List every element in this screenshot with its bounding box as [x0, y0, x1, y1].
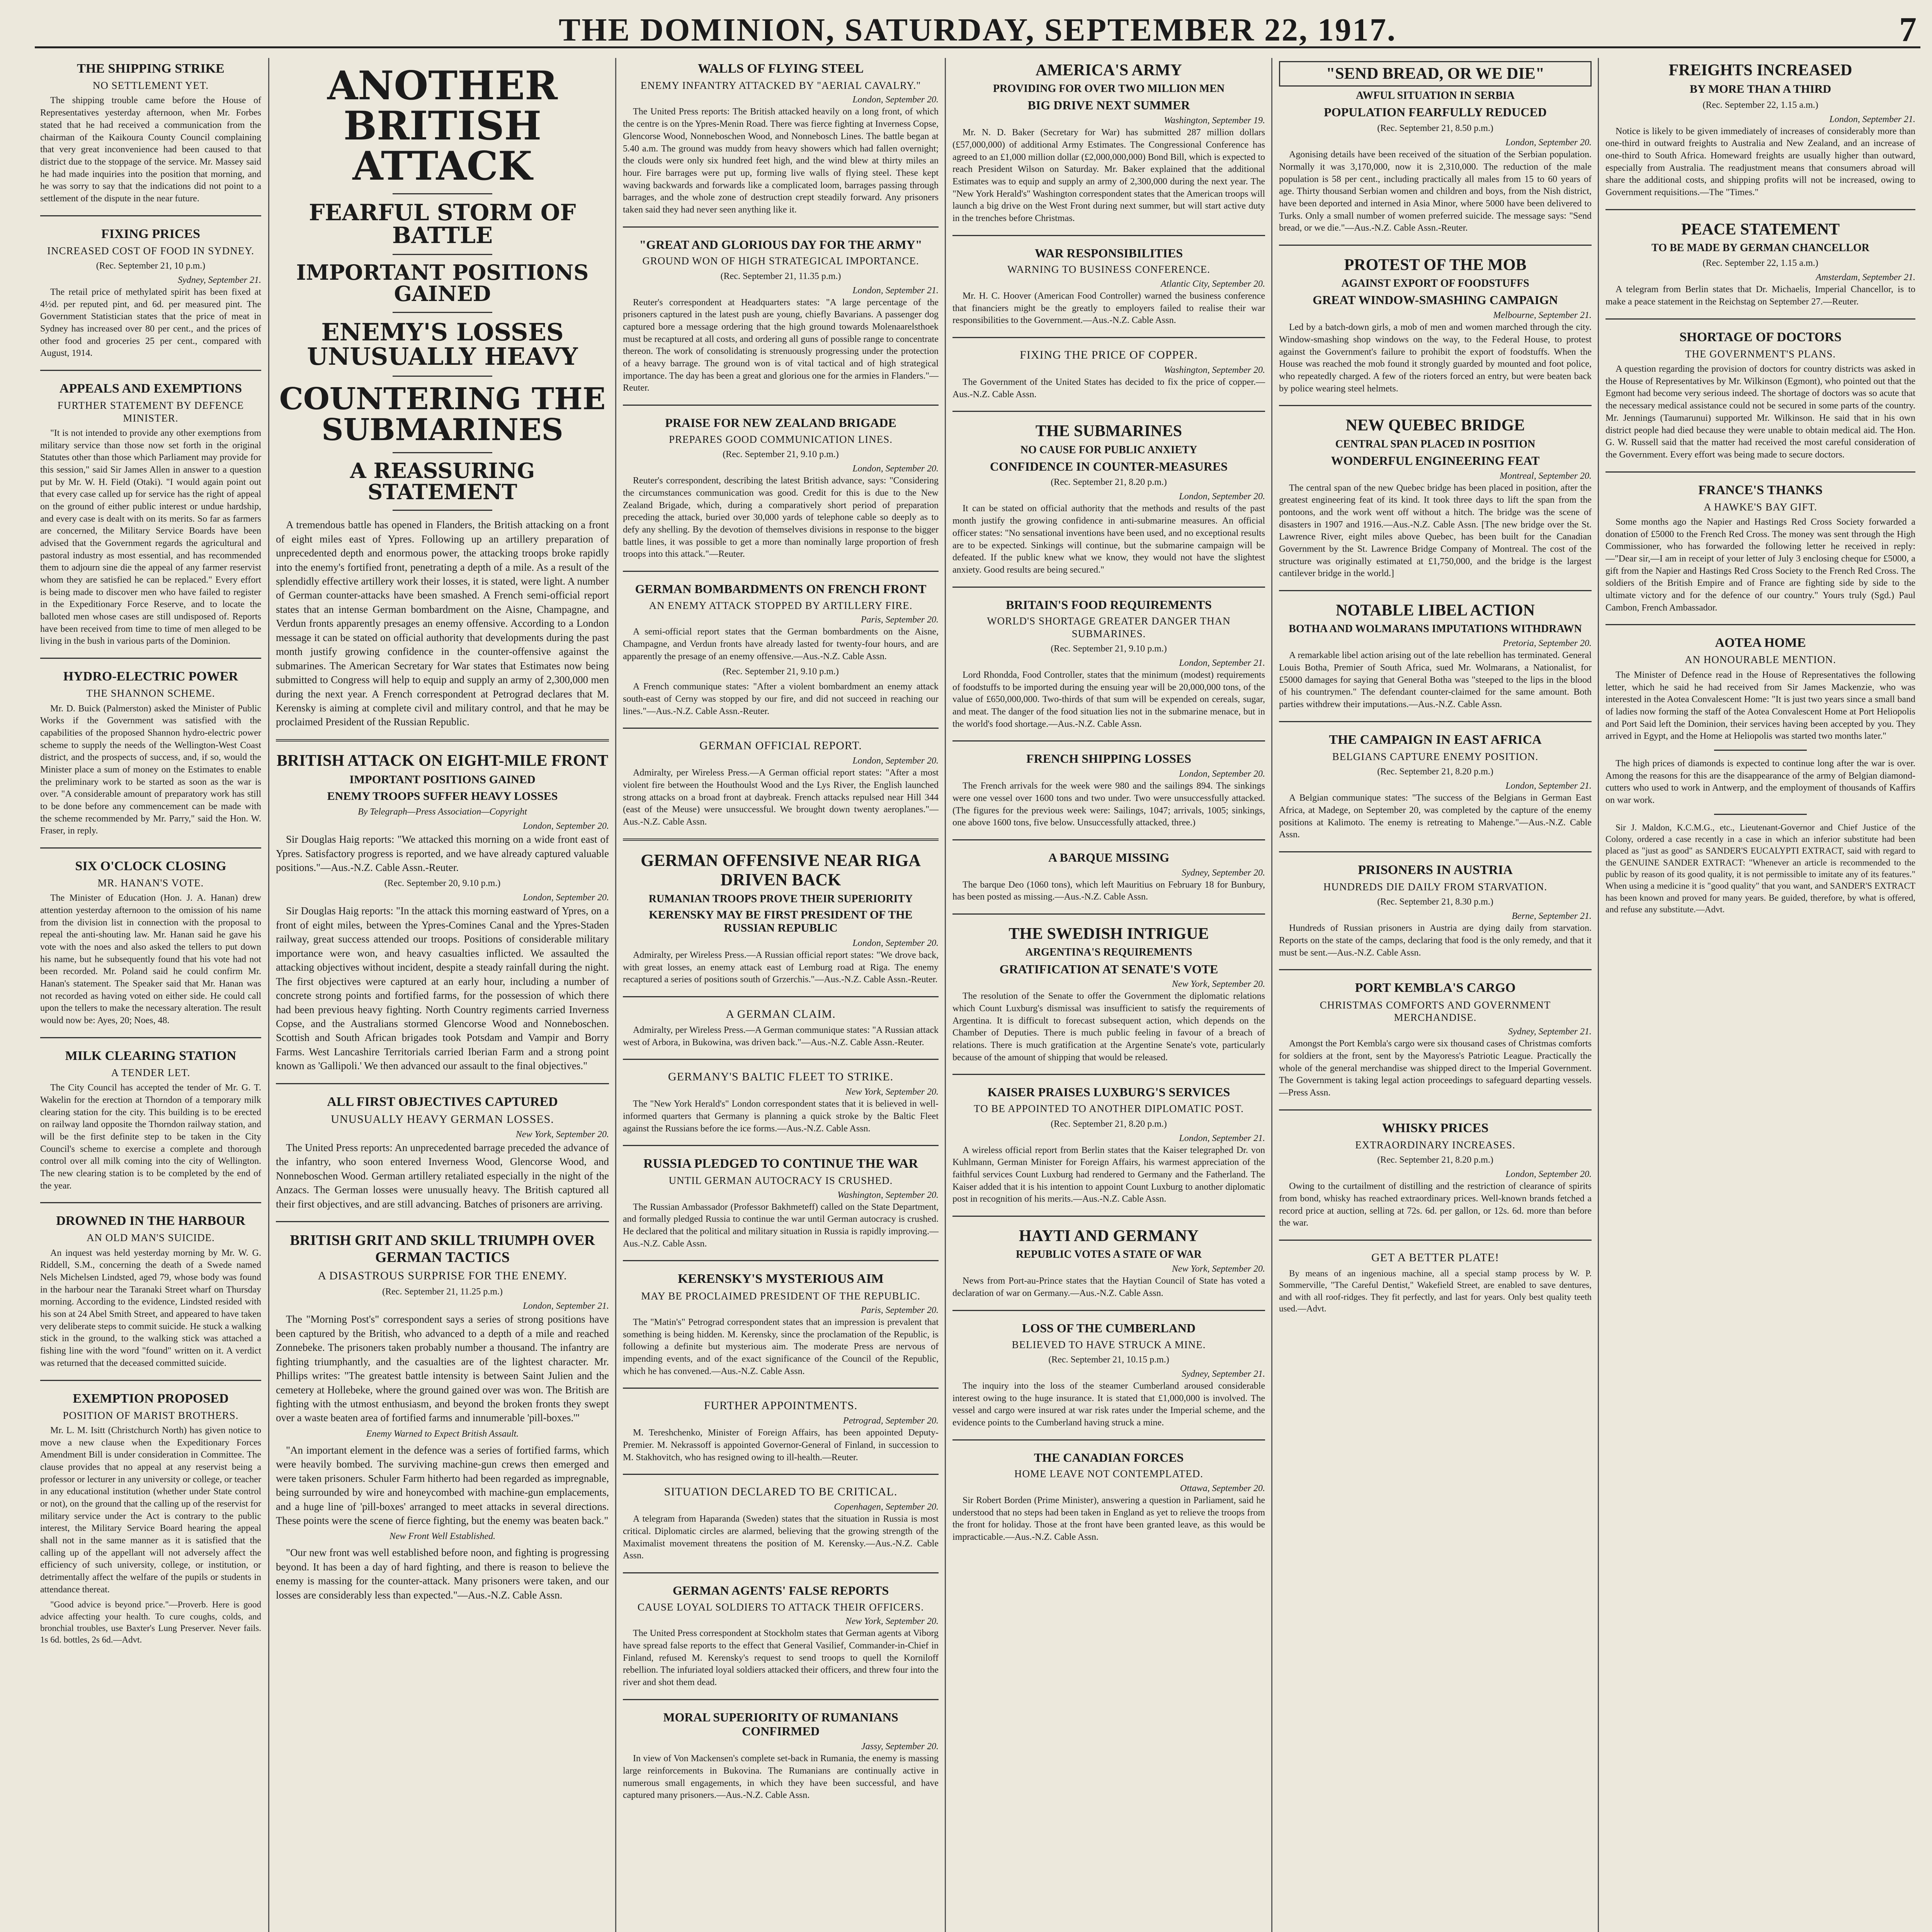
- place-line: London, September 20.: [1505, 138, 1592, 148]
- place-line: Sydney, September 21.: [1508, 1027, 1592, 1037]
- place-line: Jassy, September 20.: [861, 1742, 939, 1752]
- divider: [1279, 245, 1592, 246]
- article-text: The central span of the new Quebec bridge has been placed in position, after the greatest engineering feat of its kind. It took three days to lift the span from the pontoons, and the work went off without a hitch. The bridge was the scene of disasters in 1907 and 1916.—Aus.-N.Z. Cable Assn. [The new bridge over the St. Lawrence River, eight miles above Quebec, has been built for the Canadian Government by the St. Lawrence Bridge Company of Montreal. The cost of the structure was originally estimated at £1,750,000, and the bridge is the largest cantilever bridge in the world.]: [1279, 483, 1592, 579]
- place-line: Pretoria, September 20.: [1503, 638, 1592, 649]
- masthead: [35, 10, 1920, 48]
- divider: [623, 1474, 939, 1475]
- headline: "SEND BREAD, OR WE DIE": [1279, 61, 1592, 87]
- place-line: Copenhagen, September 20.: [834, 1502, 939, 1512]
- column-rule: [1598, 58, 1599, 1932]
- place-line: Amsterdam, September 21.: [1816, 272, 1915, 283]
- article-text: The "Morning Post's" correspondent says a series of strong positions have been captured by the British, who advanced to a depth of a mile and reached Zonnebeke. The prisoners taken probably number a thousand. The infantry are fighting triumphantly, and the casualties are of the lightest character. Mr. Phillips writes: "The greatest battle intensity is between Saint Julien and the cemetery at Hollebeke, where the ground gained over was won. The British are fighting with the utmost enthusiasm, and beyond the broken fronts they swept over a waste beaten area of fortified farms and innumerable 'pill-boxes.'": [276, 1313, 609, 1424]
- subheadline: BELGIANS CAPTURE ENEMY POSITION.: [1332, 750, 1539, 762]
- divider: [40, 847, 261, 849]
- headline: THE SUBMARINES: [1035, 422, 1182, 440]
- divider: [952, 235, 1265, 236]
- subheadline: WARNING TO BUSINESS CONFERENCE.: [1007, 264, 1211, 276]
- subheadline: HUNDREDS DIE DAILY FROM STARVATION.: [1323, 881, 1548, 893]
- dateline: (Rec. September 21, 8.20 p.m.): [1051, 1119, 1167, 1129]
- divider: [40, 215, 261, 216]
- article-text: Sir Robert Borden (Prime Minister), answering a question in Parliament, said he understood that no steps had been taken in England as yet to relieve the troops from the front for holiday. Those at the front have been granted leave, as this would be impracticable.—Aus.-N.Z. Cable Assn.: [952, 1495, 1265, 1542]
- place-line: London, September 20.: [852, 756, 939, 766]
- place-line: London, September 20.: [1505, 1169, 1592, 1180]
- dateline: (Rec. September 21, 9.10 p.m.): [723, 449, 839, 460]
- article-text: Sir Douglas Haig reports: "In the attack this morning eastward of Ypres, on a front of eight miles, between the Ypres-Comines Canal and the Ypres-Staden railway, great success attended our troops. Positions of considerable military importance were won, and heavy casualties inflicted. We assaulted the attacking objectives without incident, despite a steady rainfall during the night. The first objectives were captured at an early hour, including a number of concrete strong points and fortified farms, for the possession of which there had been previous heavy fighting. North Country regiments carried Inverness Copse, and the Australians stormed Glencorse Wood and Nonneboschen. Scottish and South African brigades took Potsdam and Vampir and Borry Farms. West Lancashire Territorials carried Iberian Farm and a strong point known as 'Gallipoli.' We then advanced our assault to the final objectives.": [276, 905, 609, 1072]
- place-line: New York, September 20.: [1172, 1264, 1265, 1274]
- article-text: The Minister of Defence read in the House of Representatives the following letter, which he said he had received from Sir James Mackenzie, who was interested in the Aotea Convalescent Home: "It is just two years since a small band of ladies now forming the staff of the Aotea Convalescent Home at Port Heliopolis and Port Said left the Dominion, their services having been accepted by you. They arrived in Egypt, and the Home at Heliopolis was started two months later.": [1605, 670, 1915, 742]
- headline: BRITAIN'S FOOD REQUIREMENTS: [1006, 597, 1212, 612]
- divider: [623, 1145, 939, 1146]
- divider: [393, 312, 493, 313]
- subheadline: AN OLD MAN'S SUICIDE.: [87, 1232, 215, 1244]
- subheadline: BIG DRIVE NEXT SUMMER: [1027, 98, 1190, 112]
- place-line: New York, September 20.: [515, 1129, 609, 1139]
- subheadline: POPULATION FEARFULLY REDUCED: [1324, 105, 1547, 119]
- headline: AMERICA'S ARMY: [1035, 61, 1182, 79]
- subheadline: UNUSUALLY HEAVY GERMAN LOSSES.: [331, 1112, 554, 1126]
- column-2-lead-story: [270, 58, 614, 1932]
- place-line: Washington, September 20.: [1164, 365, 1265, 375]
- article-text: The City Council has accepted the tender of Mr. G. T. Wakelin for the erection at Thorndon of a temporary milk clearing station for the city. This building is to be erected on railway land opposite the Thorndon railway station, and will be the first definite step to be taken in the City Council's scheme to exercise a complete and thorough control over all milk coming into the city of Wellington. The new clearing station is to be completed by the end of the year.: [40, 1083, 261, 1191]
- article-text: The United Press reports: The British attacked heavily on a long front, of which the centre is on the Ypres-Menin Road. There was fierce fighting at Inverness Copse, Glencorse Wood, Nonneboschen Wood, and Nonnebosch Lines. The battle began at 5.40 a.m. The ground was muddy from heavy showers which had fallen overnight; the clouds were only six hundred feet high, and the wind blew at thirty miles an hour. Fire barrages were put up, forming live walls of flying steel. These kept waving backwards and forwards like a complicated loom, barrages passing through barrages, and the whole zone of destruction crept steadily forward. Any prisoners taken said they had never seen anything like it.: [623, 107, 939, 215]
- headline: NEW QUEBEC BRIDGE: [1345, 417, 1525, 435]
- headline: SIX O'CLOCK CLOSING: [75, 859, 226, 873]
- divider: [1279, 1109, 1592, 1111]
- divider: [40, 370, 261, 371]
- subheadline: KERENSKY MAY BE FIRST PRESIDENT OF THE RUSSIAN REPUBLIC: [649, 908, 913, 935]
- subheadline: REPUBLIC VOTES A STATE OF WAR: [1015, 1248, 1202, 1261]
- headline: EXEMPTION PROPOSED: [73, 1391, 229, 1406]
- advertisement: By means of an ingenious machine, all a special stamp process by W. P. Sommerville, "The Careful Dentist," Wakefield Street, are enabled to save dentures, and with all roof-ridges. They fit perfectly, and last for years. Only best quality teeth used.—Advt.: [1279, 1268, 1592, 1313]
- subheadline: WORLD'S SHORTAGE GREATER DANGER THAN SUBMARINES.: [987, 615, 1231, 639]
- article-text: The United Press reports: An unprecedented barrage preceded the advance of the infantry, who soon entered Inverness Wood, Glencorse Wood, and Nonneboschen Wood. German artillery retaliated especially in the night of the Anzacs. The German losses were unusually heavy. The British captured all their first objectives, and are still advancing. Batches of prisoners are arriving.: [276, 1141, 609, 1210]
- headline: ALL FIRST OBJECTIVES CAPTURED: [327, 1094, 558, 1109]
- place-line: London, September 20.: [523, 821, 609, 832]
- place-line: Sydney, September 21.: [1182, 1369, 1265, 1379]
- article-text: Hundreds of Russian prisoners in Austria are dying daily from starvation. Reports on the state of the camps, declaring that food is the only remedy, and that it must be sent.—Aus.-N.Z. Cable Assn.: [1279, 923, 1592, 958]
- article-text: Admiralty, per Wireless Press.—A German official report states: "After a most violent fire between the Houthoulst Wood and the Lys River, the English launched strong attacks on a broad front at daybreak. French attacks repulsed near Hill 344 (east of the Meuse) were unsuccessful. We brought down twenty aeroplanes."—Aus.-N.Z. Cable Assn.: [623, 768, 939, 827]
- advertisement-headline: GET A BETTER PLATE!: [1371, 1251, 1499, 1264]
- headline: ENEMY'S LOSSES UNUSUALLY HEAVY: [307, 318, 578, 371]
- article-text: The French arrivals for the week were 980 and the sailings 894. The sinkings were one vessel over 1600 tons and two under. Two were unsuccessfully attacked. (The figures for the previous week were: Sailings, 1047; arrivals, 1005; sinkings, one above 1600 tons, five below. Unsuccessfully attacked, three.): [952, 781, 1265, 828]
- dateline: (Rec. September 21, 10 p.m.): [96, 261, 206, 271]
- article-text: Owing to the curtailment of distilling and the restriction of clearance of spirits from bond, whisky has reached extraordinary prices. Well-known brands fetched a record price at auction, selling at 72s. 6d. per gallon, or 12s. 6d. more than before the war.: [1279, 1181, 1592, 1228]
- divider: [276, 739, 609, 742]
- divider: [952, 740, 1265, 742]
- headline: LOSS OF THE CUMBERLAND: [1022, 1321, 1196, 1335]
- divider: [952, 839, 1265, 840]
- divider: [393, 376, 493, 377]
- article-text: The high prices of diamonds is expected to continue long after the war is over. Among the reasons for this are the disappearance of the army of Belgian diamond-cutters who used to work in Antwerp, and the employment of thousands of Kaffirs on war work.: [1605, 758, 1915, 805]
- divider: [623, 226, 939, 228]
- article-text: It can be stated on official authority that the methods and results of the past month justify the growing confidence in anti-submarine measures. An official officer states: "No sensational inventions have been used, and no exceptional results are to be expected. Sinkings will continue, but the submarine campaign will be defeated. If the public knew what we know, they would not have the slightest anxiety. Good results are being secured.": [952, 503, 1265, 575]
- subheadline: IMPORTANT POSITIONS GAINED: [349, 773, 536, 786]
- subheadline: TO BE APPOINTED TO ANOTHER DIPLOMATIC POST.: [974, 1103, 1244, 1115]
- subheadline: NO CAUSE FOR PUBLIC ANXIETY: [1020, 444, 1197, 456]
- headline: COUNTERING THE SUBMARINES: [279, 381, 606, 447]
- place-line: Sydney, September 20.: [1182, 867, 1265, 878]
- subheadline: POSITION OF MARIST BROTHERS.: [63, 1409, 239, 1421]
- headline: THE SWEDISH INTRIGUE: [1009, 925, 1209, 943]
- article-text: The inquiry into the loss of the steamer Cumberland aroused considerable interest owing to the huge insurance. It is stated that £1,000,000 is involved. The vessel and cargo were insured at war risk rates under the Imperial scheme, and the evidence points to the Cumberland having struck a mine.: [952, 1381, 1265, 1428]
- place-line: London, September 21.: [1505, 781, 1592, 791]
- article-text: A telegram from Berlin states that Dr. Michaelis, Imperial Chancellor, is to make a peace statement in the Reichstag on September 27.—Reuter.: [1605, 284, 1915, 307]
- headline: IMPORTANT POSITIONS GAINED: [296, 260, 589, 306]
- place-line: Berne, September 21.: [1512, 911, 1592, 922]
- article-text: A remarkable libel action arising out of the late rebellion has terminated. General Louis Botha, Premier of South Africa, sued Mr. Wolmarans, a Nationalist, for £5000 damages for saying that General Botha was "steeped to the lips in the blood of his countrymen." The defendant counter-claimed for the same amount. Both parties withdrew their imputations.—Aus.-N.Z. Cable Assn.: [1279, 650, 1592, 710]
- article-text: The "New York Herald's" London correspondent states that it is believed in well-informed quarters that Germany is planning a quick stroke by the Baltic Fleet against the Russians before the ice forms.—Aus.-N.Z. Cable Assn.: [623, 1099, 939, 1134]
- dateline: (Rec. September 22, 1.15 a.m.): [1702, 100, 1818, 110]
- article-text: A French communique states: "After a violent bombardment an enemy attack south-east of Cerny was stopped by our fire, and did not succeed in reaching our lines."—Aus.-N.Z. Cable Assn.-Reuter.: [623, 682, 939, 716]
- place-line: London, September 20.: [1179, 492, 1265, 502]
- place-line: New York, September 20.: [845, 1087, 939, 1097]
- credit-line: By Telegraph—Press Association—Copyright: [358, 807, 527, 817]
- headline: PRAISE FOR NEW ZEALAND BRIGADE: [665, 416, 896, 430]
- place-line: Montreal, September 20.: [1500, 471, 1592, 481]
- article-text: Mr. D. Buick (Palmerston) asked the Minister of Public Works if the Government was satisfied with the capabilities of the proposed Shannon hydro-electric power scheme to supply the needs of the Wellington-West Coast district, and the prospects of success, and, if so, would the Minister place a sum of money on the Estimates to enable the preliminary work to be started as soon as the war is over. "A considerable amount of preparatory work has still to be done before any commencement can be made with the scheme recommended by Mr. Parry," said the Hon. W. Fraser, in reply.: [40, 703, 261, 836]
- article-text: The Government of the United States has decided to fix the price of copper.—Aus.-N.Z. Cable Assn.: [952, 377, 1265, 400]
- headline: GERMAN AGENTS' FALSE REPORTS: [672, 1583, 889, 1598]
- article-text: Reuter's correspondent at Headquarters states: "A large percentage of the prisoners captured in the latest push are young, chiefly Bavarians. A passenger dog captured bore a message ordering that the high ground towards Molenaarelsthoek must be recaptured at all costs, and ordering all guns of possible range to concentrate thereon. The work of consolidating is strenuously progressing under the protection of a heavy barrage. The ground won is of vital tactical and of high strategical importance. The day has been a great and glorious one for the armies in Flanders."—Reuter.: [623, 297, 939, 393]
- headline: A BARQUE MISSING: [1048, 850, 1169, 864]
- column-1: [35, 58, 267, 1932]
- headline: GERMAN BOMBARDMENTS ON FRENCH FRONT: [635, 582, 927, 596]
- dateline: (Rec. September 21, 8.20 p.m.): [1377, 767, 1493, 777]
- column-3: [617, 58, 944, 1932]
- divider: [952, 1439, 1265, 1440]
- subheadline: FURTHER STATEMENT BY DEFENCE MINISTER.: [57, 400, 244, 424]
- divider: [393, 254, 493, 255]
- summary-text: A tremendous battle has opened in Flanders, the British attacking on a front of eight miles east of Ypres. Following up an artillery preparation of unprecedented depth and enormous power, the attacking troops broke rapidly into the enemy's fortified front, penetrating a depth of a mile. As a result of the splendidly effective artillery work their losses, it is stated, were light. A number of German counter-attacks have been smashed. A French semi-official report states that an intense German bombardment on the Aisne, Champagne, and Verdun fronts apparently presages an enemy offensive. According to a London message it can be stated on official authority that developments during the past month justify growing confidence in the counter-offensive against the submarines. The American Secretary for War states that Estimates now being submitted to Congress will help to equip and supply an army of 2,300,000 men during the next year. A French correspondent at Petrograd declares that M. Kerensky is aiming at complete civil and military control, and that he may be proclaimed President of the Russian Republic.: [276, 519, 609, 728]
- place-line: London, September 20.: [1179, 769, 1265, 779]
- headline: APPEALS AND EXEMPTIONS: [59, 381, 242, 396]
- article-text: Sir Douglas Haig reports: "We attacked this morning on a wide front east of Ypres. Satisfactory progress is reported, and we have already captured valuable positions."—Aus.-N.Z. Cable Assn.-Reuter.: [276, 833, 609, 874]
- divider: [276, 1083, 609, 1084]
- subheadline: CONFIDENCE IN COUNTER-MEASURES: [990, 459, 1228, 473]
- headline: FIXING PRICES: [101, 226, 200, 241]
- headline: PRISONERS IN AUSTRIA: [1358, 862, 1513, 877]
- column-rule: [945, 58, 946, 1932]
- divider: [40, 1202, 261, 1203]
- place-line: New York, September 20.: [1172, 979, 1265, 990]
- article-text: Amongst the Port Kembla's cargo were six thousand cases of Christmas comforts for soldiers at the front, sent by the Mayoress's Patriotic League. Practically the whole of the general merchandise was shipped direct to the Imperial Government. The Government is taking legal action proceedings to safeguard departing vessels.—Press Assn.: [1279, 1039, 1592, 1098]
- subheadline: PREPARES GOOD COMMUNICATION LINES.: [668, 433, 893, 445]
- divider: [1279, 721, 1592, 722]
- place-line: Paris, September 20.: [861, 615, 939, 625]
- headline: WHISKY PRICES: [1382, 1121, 1489, 1135]
- headline: DROWNED IN THE HARBOUR: [56, 1214, 245, 1228]
- headline: MORAL SUPERIORITY OF RUMANIANS CONFIRMED: [663, 1710, 898, 1738]
- divider: [952, 1310, 1265, 1311]
- subheadline: CAUSE LOYAL SOLDIERS TO ATTACK THEIR OFFICERS.: [637, 1601, 924, 1613]
- headline: FRENCH SHIPPING LOSSES: [1026, 752, 1191, 766]
- headline: BRITISH GRIT AND SKILL TRIUMPH OVER GERMAN TACTICS: [290, 1232, 595, 1265]
- article-text: Mr. H. C. Hoover (American Food Controller) warned the business conference that financiers might be the greatly to employers failed to realise their war responsibilities to the Government.—Aus.-N.Z. Cable Assn.: [952, 291, 1265, 326]
- divider: [1605, 318, 1915, 320]
- article-text: Led by a batch-down girls, a mob of men and women marched through the city. Window-smashing shop windows on the way, to the Federal House, to protest against the Government's failure to prohibit the export of foodstuffs. When the House was reached the mob found it strongly guarded by mounted and foot police, who repeatedly charged. A few of the rioters forced an entry, but were beaten back by police wearing steel helmets.: [1279, 322, 1592, 394]
- headline: AOTEA HOME: [1715, 636, 1806, 650]
- subheadline: RUMANIAN TROOPS PROVE THEIR SUPERIORITY: [648, 893, 913, 905]
- headline: THE CAMPAIGN IN EAST AFRICA: [1329, 732, 1542, 747]
- article-text: Agonising details have been received of the situation of the Serbian population. Normally it was 3,170,000, now it is 2,310,000. The reduction of the male population is 58 per cent., including practically all males from 15 to 60 years of age. Thirty thousand Serbian women and children and boys, from the Nish district, have been deported and interned in Asia Minor, where 5000 have been delivered to Turks. Only a small number of women preferred suicide. The message says: "Send bread, or we die."—Aus.-N.Z. Cable Assn.-Reuter.: [1279, 150, 1592, 233]
- article-text: "Our new front was well established before noon, and fighting is progressing beyond. It has been a day of hard fighting, and there is reason to believe the enemy is massing for the counter-attack. Many prisoners were taken, and our losses are considerably less than expected."—Aus.-N.Z. Cable Assn.: [276, 1547, 609, 1601]
- article-text: The Minister of Education (Hon. J. A. Hanan) drew attention yesterday afternoon to the omission of his name from the division list in connection with the proposal to repeal the anti-shouting law. Mr. Hanan said he gave his vote with the noes and also asked the tellers to put down his name, but he subsequently found that his vote had not been recorded. Mr. Poland said he could confirm Mr. Hanan's statement. The Speaker said that Mr. Hanan was not recorded as having voted on either side. He could call upon the tellers to make the necessary alteration. The result would now be: Ayes, 20; Noes, 48.: [40, 893, 261, 1026]
- article-text: The barque Deo (1060 tons), which left Mauritius on February 18 for Bunbury, has been posted as missing.—Aus.-N.Z. Cable Assn.: [952, 879, 1265, 902]
- headline: FURTHER APPOINTMENTS.: [704, 1399, 858, 1412]
- subheadline: ENEMY TROOPS SUFFER HEAVY LOSSES: [327, 789, 558, 803]
- subheadline: BOTHA AND WOLMARANS IMPUTATIONS WITHDRAWN: [1289, 623, 1582, 635]
- headline: THE SHIPPING STRIKE: [77, 61, 224, 76]
- divider: [1605, 209, 1915, 210]
- divider: [623, 1572, 939, 1573]
- article-text: The Russian Ambassador (Professor Bakhmeteff) called on the State Department, and formally pledged Russia to continue the war until German autocracy is crushed. He declared that the political and military situation in Russia is rapidly improving.—Aus.-N.Z. Cable Assn.: [623, 1202, 939, 1249]
- place-line: London, September 20.: [852, 95, 939, 105]
- article-text: A semi-official report states that the German bombardments on the Aisne, Champagne, and Verdun fronts have already lasted for twenty-four hours, and are apparently the presage of an enemy offensive.—Aus.-N.Z. Cable Assn.: [623, 627, 939, 662]
- divider: [952, 1074, 1265, 1075]
- article-text: A wireless official report from Berlin states that the Kaiser telegraphed Dr. von Kuhlmann, German Minister for Foreign Affairs, his warmest appreciation of the faithful services Count Luxburg had rendered to Germany and the Fatherland. The Kaiser added that it is his intention to appoint Count Luxburg to another diplomatic post in recognition of his merits.—Aus.-N.Z. Cable Assn.: [952, 1145, 1265, 1204]
- dateline: (Rec. September 22, 1.15 a.m.): [1702, 258, 1818, 269]
- subheadline: BELIEVED TO HAVE STRUCK A MINE.: [1012, 1338, 1206, 1350]
- divider: [40, 1037, 261, 1038]
- column-6: [1600, 58, 1921, 1932]
- subheadline: EXTRAORDINARY INCREASES.: [1355, 1139, 1515, 1151]
- subheadline: PROVIDING FOR OVER TWO MILLION MEN: [993, 83, 1225, 95]
- subheadline: MR. HANAN'S VOTE.: [97, 877, 204, 889]
- subheadline: AGAINST EXPORT OF FOODSTUFFS: [1341, 277, 1529, 290]
- headline: FEARFUL STORM OF BATTLE: [309, 199, 576, 249]
- divider: [623, 1059, 939, 1060]
- place-line: London, September 21.: [852, 285, 939, 296]
- divider: [1279, 851, 1592, 852]
- article-text: "It is not intended to provide any other exemptions from military service than those now set forth in the original Statutes other than those which Parliament may provide for this session," said Sir James Allen in answer to a question put by Mr. W. H. Field (Otaki). "I would again point out that every case called up for service has the right of appeal on the ground of either public interest or undue hardship, and every case is dealt with on its merits. So far as farmers are concerned, the Military Service Boards have been advised that the Government regards the agricultural and pastoral industry as most essential, and has recommended them to adjourn sine die the appeal of any farmer reservist whom they are satisfied he can be replaced." Every effort is being made to discover men who have failed to register in the Expeditionary Force Reserve, and to locate the balloted men whose cases are still undisposed of. Reports have been received from time to time of men alleged to be living in the bush in various parts of the Dominion.: [40, 428, 261, 646]
- article-text: A telegram from Haparanda (Sweden) states that the situation in Russia is most critical. Diplomatic circles are alarmed, believing that the growing strength of the Maximalist movement threatens the position of M. Kerensky.—Aus.-N.Z. Cable Assn.: [623, 1514, 939, 1561]
- article-text: The United Press correspondent at Stockholm states that German agents at Viborg have spread false reports to the effect that General Vasilief, Commander-in-Chief in Finland, refused M. Kerensky's request to send troops to quell the Korniloff rebellion. The infuriated loyal soldiers attacked their officers, and threw four into the river and shot them dead.: [623, 1628, 939, 1687]
- subheadline: GROUND WON OF HIGH STRATEGICAL IMPORTANCE.: [642, 255, 919, 267]
- place-line: London, September 20.: [523, 893, 609, 903]
- divider: [1605, 471, 1915, 473]
- headline: PORT KEMBLA'S CARGO: [1355, 981, 1516, 995]
- place-line: London, September 21.: [1179, 658, 1265, 668]
- headline: PROTEST OF THE MOB: [1344, 256, 1527, 274]
- divider: [276, 1221, 609, 1222]
- page-number: 7: [1899, 10, 1917, 49]
- dateline: (Rec. September 21, 10.15 p.m.): [1048, 1354, 1169, 1365]
- divider: [623, 571, 939, 572]
- place-line: Melbourne, September 21.: [1493, 310, 1592, 321]
- subheadline: A DISASTROUS SURPRISE FOR THE ENEMY.: [318, 1269, 567, 1282]
- article-text: Mr. L. M. Isitt (Christchurch North) has given notice to move a new clause when the Expeditionary Forces Amendment Bill is under consideration in Committee. The clause provides that no appeal at any reservist being a professor or lecturer in any university or college, or teacher in any educational institution (whether under State control or not), on the ground that the calling up of the reservist for military service under the Act is contrary to the public interest, the Military Service Board hearing the appeal shall not in the same manner as it is satisfied that the calling up of the appellant will not adversely affect the efficiency of such university, college, or institution, or detrimentally affect the welfare of the pupils or students in attendance thereat.: [40, 1425, 261, 1595]
- subheadline: CHRISTMAS COMFORTS AND GOVERNMENT MERCHANDISE.: [1320, 999, 1551, 1023]
- advertisement: "Good advice is beyond price."—Proverb. Here is good advice affecting your health. To cure coughs, colds, and bronchial troubles, use Baxter's Lung Preserver. Never fails. 1s 6d. bottles, 2s 6d.—Advt.: [40, 1600, 261, 1645]
- main-headline: ANOTHER BRITISH ATTACK: [327, 63, 558, 190]
- dateline: (Rec. September 21, 8.50 p.m.): [1377, 123, 1493, 134]
- subheadline: GREAT WINDOW-SMASHING CAMPAIGN: [1313, 293, 1558, 307]
- subheadline: AN HONOURABLE MENTION.: [1685, 654, 1836, 666]
- place-line: Sydney, September 21.: [178, 275, 261, 286]
- headline: MILK CLEARING STATION: [65, 1048, 236, 1063]
- dateline: (Rec. September 21, 8.20 p.m.): [1377, 1155, 1493, 1165]
- headline: FIXING THE PRICE OF COPPER.: [1020, 348, 1198, 361]
- subheadline: AN ENEMY ATTACK STOPPED BY ARTILLERY FIRE.: [649, 599, 913, 611]
- headline: WAR RESPONSIBILITIES: [1034, 246, 1183, 260]
- article-text: A Belgian communique states: "The success of the Belgians in German East Africa, at Madege, on September 20, was completed by the capture of the enemy positions at Kalimoto. The enemy is retreating to Mahenge."—Aus.-N.Z. Cable Assn.: [1279, 793, 1592, 840]
- headline: THE CANADIAN FORCES: [1034, 1450, 1184, 1464]
- article-text: "An important element in the defence was a series of fortified farms, which were heavily bombed. The surviving machine-gun crews then emerged and were taken prisoners. Schuler Farm hitherto had been regarded as impregnable, being surrounded by wire and honeycombed with machine-gun emplacements, and a huge line of 'pill-boxes' arranged to meet attacks in several directions. These points were the scene of fierce fighting, but the enemy was beaten back.": [276, 1444, 609, 1527]
- headline: GERMAN OFFICIAL REPORT.: [699, 739, 862, 752]
- headline: HYDRO-ELECTRIC POWER: [63, 669, 238, 684]
- article-text: Mr. N. D. Baker (Secretary for War) has submitted 287 million dollars (£57,000,000) of additional Army Estimates. The Congressional Conference has agreed to an £1,000 million dollar (£2,000,000,000) Bond Bill, which is expected to reach President Wilson on Saturday. Mr. Baker explained that the additional Estimates was to equip and supply an army of 2,300,000 during the next year. The "New York Herald's" Washington correspondent states that the American troops will launch a big drive on the West Front during next summer, but will start active duty in the trenches before Christmas.: [952, 128, 1265, 223]
- dateline: (Rec. September 21, 8.30 p.m.): [1377, 897, 1493, 907]
- subheadline: NO SETTLEMENT YET.: [92, 80, 209, 92]
- headline: FREIGHTS INCREASED: [1668, 61, 1852, 79]
- place-line: London, September 20.: [852, 464, 939, 474]
- dateline: (Rec. September 21, 11.25 p.m.): [382, 1287, 503, 1297]
- subheadline: UNTIL GERMAN AUTOCRACY IS CRUSHED.: [668, 1175, 893, 1187]
- divider: [1279, 405, 1592, 406]
- divider: [1714, 750, 1807, 751]
- divider: [40, 658, 261, 659]
- divider: [623, 1388, 939, 1389]
- advertisement: Sir J. Maldon, K.C.M.G., etc., Lieutenant-Governor and Chief Justice of the Colony, ordered a case recently in a case in which an inferior substitute had been placed as "just as good" as SANDER'S EUCALYPTI EXTRACT, said with regard to the GENUINE SANDER EXTRACT: "Whenever an article is recommended to the public by reason of its good quality, it is not permissible to imitate any of its features." When using a medicine it is "good quality" that you want, and SANDER'S EXTRACT has been known and proved for many years. Be guided, therefore, by what is offered, and refuse any substitute.—Advt.: [1605, 822, 1915, 915]
- divider: [952, 337, 1265, 338]
- headline: HAYTI AND GERMANY: [1019, 1227, 1199, 1245]
- headline: KERENSKY'S MYSTERIOUS AIM: [678, 1272, 884, 1286]
- masthead-title: THE DOMINION, SATURDAY, SEPTEMBER 22, 1917.: [559, 12, 1396, 48]
- subheadline: BY MORE THAN A THIRD: [1689, 83, 1832, 96]
- subheadline: HOME LEAVE NOT CONTEMPLATED.: [1014, 1468, 1203, 1480]
- place-line: Washington, September 20.: [837, 1190, 939, 1200]
- subheadline: A TENDER LET.: [111, 1066, 190, 1078]
- article-text: News from Port-au-Prince states that the Haytian Council of State has voted a declaration of war on Germany.—Aus.-N.Z. Cable Assn.: [952, 1276, 1265, 1299]
- headline: GERMAN OFFENSIVE NEAR RIGA DRIVEN BACK: [641, 850, 921, 889]
- divider: [623, 996, 939, 997]
- divider: [623, 728, 939, 729]
- headline: NOTABLE LIBEL ACTION: [1335, 601, 1535, 619]
- divider: [1279, 969, 1592, 970]
- subheadline: THE SHANNON SCHEME.: [86, 687, 215, 699]
- column-rule: [1271, 58, 1272, 1932]
- subheadline: ENEMY INFANTRY ATTACKED BY "AERIAL CAVALRY.": [640, 80, 921, 92]
- place-line: London, September 21.: [1179, 1133, 1265, 1143]
- divider: [1605, 624, 1915, 625]
- divider: [393, 452, 493, 453]
- dateline: (Rec. September 20, 9.10 p.m.): [384, 878, 501, 889]
- subheadline: WONDERFUL ENGINEERING FEAT: [1331, 453, 1540, 468]
- article-text: M. Tereshchenko, Minister of Foreign Affairs, has been appointed Deputy-Premier. M. Nekrassoff is appointed Governor-General of Finland, in succession to M. Stakhovitch, who has resigned owing to ill-health.—Reuter.: [623, 1428, 939, 1463]
- place-line: Petrograd, September 20.: [843, 1416, 939, 1426]
- place-line: London, September 20.: [852, 938, 939, 948]
- headline: A GERMAN CLAIM.: [726, 1007, 836, 1020]
- headline: PEACE STATEMENT: [1681, 220, 1840, 238]
- article-text: The retail price of methylated spirit has been fixed at 4½d. per reputed pint, and 6d. per measured pint. The Government Statistician states that the price of meat in Sydney has increased over 80 per cent., and the prices of other food and groceries 25 per cent., compared with August, 1914.: [40, 287, 261, 359]
- article-text: Lord Rhondda, Food Controller, states that the minimum (modest) requirements of foodstuffs to be imported during the ensuing year will be 20,000,000 tons, of the value of £650,000,000. Two-thirds of that sum will be expended on cereals, sugar, and meat. The danger of the food situation lies not in the submarine menace, but in the world's food shortage.—Aus.-N.Z. Cable Assn.: [952, 670, 1265, 729]
- subheadline: AWFUL SITUATION IN SERBIA: [1355, 90, 1515, 102]
- article-text: A question regarding the provision of doctors for country districts was asked in the House of Representatives by Mr. Wilkinson (Egmont), who pointed out that the Egmont had become very serious indeed. The shortage of doctors was so acute that the necessary medical assistance could not be secured in some parts of the country. Mr. Jennings (Taumarunui) supported Mr. Wilkinson. He said that in his own district people had died because they were unable to obtain medical aid. The Hon. G. W. Russell said that the matter had received the most careful consideration of the Government. Every effort was being made to secure doctors.: [1605, 364, 1915, 460]
- column-4: [947, 58, 1270, 1932]
- inline-subhead: Enemy Warned to Expect British Assault.: [366, 1429, 519, 1439]
- subheadline: INCREASED COST OF FOOD IN SYDNEY.: [47, 245, 255, 257]
- headline: A REASSURING STATEMENT: [350, 458, 535, 505]
- divider: [952, 587, 1265, 588]
- headline: SITUATION DECLARED TO BE CRITICAL.: [664, 1485, 898, 1498]
- divider: [623, 1260, 939, 1261]
- dateline: (Rec. September 21, 11.35 p.m.): [720, 271, 841, 281]
- dateline: (Rec. September 21, 8.20 p.m.): [1051, 477, 1167, 488]
- subheadline: ARGENTINA'S REQUIREMENTS: [1025, 946, 1192, 959]
- place-line: Atlantic City, September 20.: [1161, 279, 1265, 289]
- dateline: (Rec. September 21, 9.10 p.m.): [1051, 644, 1167, 654]
- subheadline: CENTRAL SPAN PLACED IN POSITION: [1335, 438, 1536, 450]
- divider: [623, 405, 939, 406]
- article-text: The resolution of the Senate to offer the Government the diplomatic relations which Count Luxburg's dismissal was insufficient to satisfy the requirements of Argentina. It is difficult to forecast subsequent action, which depends on the Chamber of Deputies. There is much public feeling in favour of a breach of relations. There is much gratification at the Argentine Senate's vote, particularly because of the amount of shipping that would be released.: [952, 991, 1265, 1063]
- column-rule: [268, 58, 269, 1932]
- divider: [393, 510, 493, 511]
- headline: SHORTAGE OF DOCTORS: [1679, 330, 1842, 344]
- place-line: New York, September 20.: [845, 1616, 939, 1627]
- headline: BRITISH ATTACK ON EIGHT-MILE FRONT: [276, 752, 609, 770]
- article-text: Admiralty, per Wireless Press.—A Russian official report states: "We drove back, with great losses, an enemy attack east of Lemburg road at Riga. The enemy recaptured a series of positions south of Grzerchis."—Aus.-N.Z. Cable Assn.-Reuter.: [623, 950, 939, 985]
- headline: "GREAT AND GLORIOUS DAY FOR THE ARMY": [639, 237, 922, 252]
- article-text: Some months ago the Napier and Hastings Red Cross Society forwarded a donation of £5000 to the French Red Cross. The money was sent through the High Commissioner, who has forwarded the following letter he received in reply:—"Dear sir,—I am in receipt of your letter of July 3 enclosing cheque for £5000, a gift from the Napier and Hastings Red Cross Society to the French Red Cross. The soldiers of the British Empire and of France are fighting side by side to the ultimate victory and for the defence of our country." Yours truly (Sgd.) Paul Cambon, French Ambassador.: [1605, 517, 1915, 613]
- headline: RUSSIA PLEDGED TO CONTINUE THE WAR: [643, 1156, 918, 1171]
- divider: [1279, 1240, 1592, 1241]
- headline: FRANCE'S THANKS: [1698, 483, 1823, 497]
- divider: [393, 193, 493, 194]
- article-text: In view of Von Mackensen's complete set-back in Rumania, the enemy is massing large reinforcements in Bukovina. The Rumanians are continually active in numerous small engagements, in which they have been successful, and have captured many prisoners.—Aus.-N.Z. Cable Assn.: [623, 1753, 939, 1801]
- column-5: [1274, 58, 1597, 1932]
- place-line: Paris, September 20.: [861, 1305, 939, 1315]
- article-text: An inquest was held yesterday morning by Mr. W. G. Riddell, S.M., concerning the death of a Swede named Nels Michelsen Lindsted, aged 79, whose body was found in the harbour near the Taranaki Street wharf on Thursday morning. According to the evidence, Lindsted resided with his son at 24 Abel Smith Street, and appeared to have taken very deliberate steps to commit suicide. He stuck a walking stick in the ground, to the walking stick was attached a fishing line with the word "found" written on it. A verdict was returned that the deceased committed suicide.: [40, 1248, 261, 1368]
- place-line: Washington, September 19.: [1164, 116, 1265, 126]
- divider: [1279, 590, 1592, 591]
- headline: GERMANY'S BALTIC FLEET TO STRIKE.: [668, 1070, 894, 1083]
- column-rule: [615, 58, 616, 1932]
- headline: WALLS OF FLYING STEEL: [697, 61, 864, 76]
- divider: [952, 1216, 1265, 1217]
- place-line: London, September 21.: [1829, 114, 1915, 124]
- subheadline: GRATIFICATION AT SENATE'S VOTE: [999, 962, 1218, 976]
- article-text: Notice is likely to be given immediately of increases of considerably more than one-third in outward freights to Australia and New Zealand, and an increase of one-third to South Africa. Homeward freights are usually higher than outward, especially from Australia. The readjustment means that consumers abroad will share the additional costs, and shipping profits will not be increased, owing to Government requisitions.—The "Times.": [1605, 126, 1915, 198]
- divider: [623, 838, 939, 841]
- article-text: Admiralty, per Wireless Press.—A German communique states: "A Russian attack west of Arbora, in Bukowina, was driven back."—Aus.-N.Z. Cable Assn.-Reuter.: [623, 1025, 939, 1048]
- subheadline: THE GOVERNMENT'S PLANS.: [1685, 348, 1836, 360]
- divider: [1714, 814, 1807, 815]
- inline-subhead: New Front Well Established.: [389, 1531, 496, 1542]
- subheadline: MAY BE PROCLAIMED PRESIDENT OF THE REPUBLIC.: [641, 1290, 920, 1302]
- divider: [40, 1380, 261, 1381]
- place-line: London, September 21.: [523, 1301, 609, 1311]
- divider: [952, 913, 1265, 915]
- divider: [623, 1699, 939, 1700]
- headline: KAISER PRAISES LUXBURG'S SERVICES: [987, 1085, 1230, 1099]
- dateline: (Rec. September 21, 9.10 p.m.): [723, 667, 839, 677]
- subheadline: A HAWKE'S BAY GIFT.: [1704, 501, 1817, 513]
- article-text: The "Matin's" Petrograd correspondent states that an impression is prevalent that something is being hidden. M. Kerensky, since the proclamation of the Republic, is following a definite but mysterious aim. The moderate Press are nervous of impending events, and of the exact significance of the Council of the Republic, which he has convened.—Aus.-N.Z. Cable Assn.: [623, 1317, 939, 1376]
- place-line: Ottawa, September 20.: [1180, 1483, 1265, 1493]
- article-text: The shipping trouble came before the House of Representatives yesterday afternoon, when Mr. Forbes stated that he had received a communication from the chairman of the Kaikoura County Council complaining that very great inconvenience had been caused to that district due to the stoppage of the service. Mr. Massey said he had made inquiries into the position that morning, and he was sorry to say that the indications did not point to a settlement of the dispute in the near future.: [40, 95, 261, 204]
- divider: [952, 411, 1265, 412]
- subheadline: TO BE MADE BY GERMAN CHANCELLOR: [1651, 242, 1869, 254]
- article-text: Reuter's correspondent, describing the latest British advance, says: "Considering the circumstances communication was good. Credit for this is due to the New Zealand Brigade, which, during a comparatively short period of preparation preceding the attack, buried over 30,000 yards of telephone cable so deeply as to defy any shelling. By the devotion of themselves divisions in response to the bigger battle lines, it was possible to get a more than nominally large proportion of fresh troops into this attack."—Reuter.: [623, 476, 939, 560]
